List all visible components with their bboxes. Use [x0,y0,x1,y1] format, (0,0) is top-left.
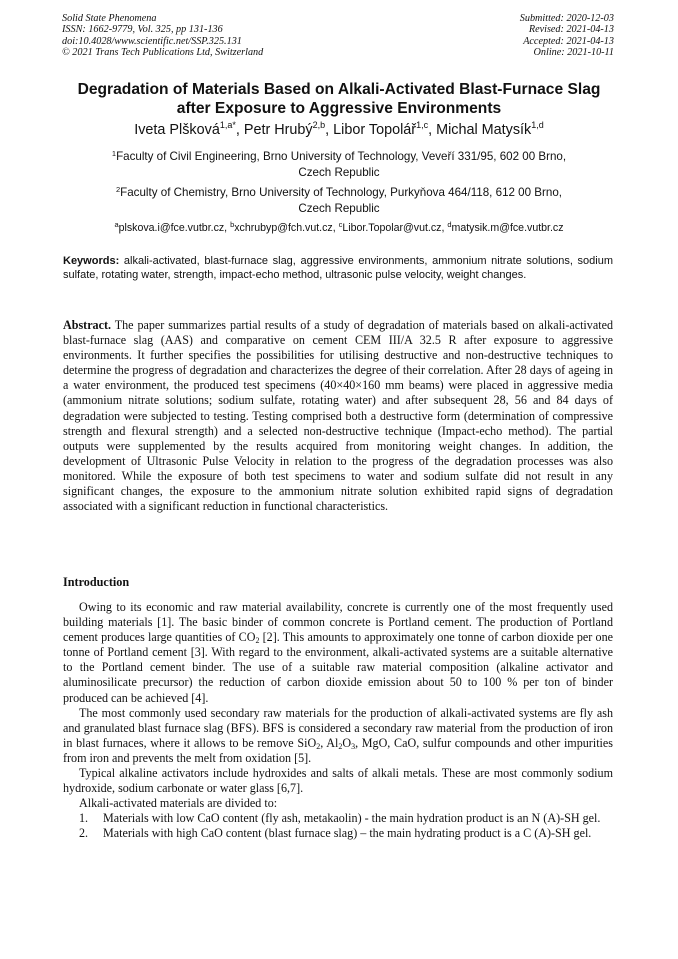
author-separator: , [325,122,334,138]
numbered-list [63,811,613,841]
author-separator: , [428,122,437,138]
introduction-body [63,600,613,842]
keywords-section [63,254,613,282]
author-name: Petr Hrubý [243,122,313,138]
affiliation-line: Faculty of Civil Engineering, Brno University of Technology, Veveří 331/95, 602 00 Brno, [116,150,567,163]
subscript: 2 [338,741,343,751]
author-name: Iveta Plšková [134,122,220,138]
paragraph-text: [2]. This amounts to approximately one tonne of carbon dioxide per one tonne of Portland cement [3]. With regard to the environment, alkali-activated systems are a suitable alternative to the Portland cement binder. The use of a suitable raw material composition (alkaline activator and aluminosilicate precursor) the reduction of carbon dioxide emission about 50 to 100 % per ton of binder produced can be achieved [4]. [63,630,613,705]
list-number: 2. [79,826,89,841]
affiliation-superscript: 2 [115,185,121,194]
author-separator: , [235,122,244,138]
author-list [20,121,658,139]
journal-info [62,13,263,59]
journal-copyright: © 2021 Trans Tech Publications Ltd, Switzerland [62,47,264,59]
email-list [30,221,648,235]
list-text: Materials with low CaO content (fly ash, metakaolin) - the main hydration product is an N (A)-SH gel. [103,811,601,826]
affiliation-superscript: 1 [111,149,117,158]
author-superscript: 2,b [312,120,326,130]
date-online: Online: 2021-10-11 [533,47,614,59]
keywords-label: Keywords: [63,255,120,267]
abstract-text: The paper summarizes partial results of a study of degradation of materials based on alkali-activated blast-furnace slag (AAS) and comparative on cement CEM III/A 32.5 R after exposure to aggressive environments. It further specifies the possibilities for utilising destructive and non-destructive techniques to determine the progress of degradation and characterizes the degree of their correlation. After 28 days of ageing in a water environment, the produced test specimens (40×40×160 mm beams) were placed in aggressive media (ammonium nitrate solutions; sodium sulfate, rotating water) and after subsequent 28, 56 and 84 days of degradation were subjected to testing. Testing comprised both a destructive form (determination of compressive strength and flexural strength) and a selected non-destructive technique (Impact-echo method). The partial outputs were supplemented by the results acquired from monitoring weight changes. In addition, the development of Ultrasonic Pulse Velocity in relation to the progress of the degradation processes was also monitored. While the exposure of both test specimens to water and sodium sulfate did not result in any significant changes, the exposure to the ammonium nitrate solution exhibited rapid signs of degradation associated with a significant reduction in functional characteristics. [63,318,613,514]
author-name: Libor Topolář [333,122,417,138]
list-number: 1. [79,811,89,826]
author-superscript: 1,d [531,120,544,130]
paragraph [63,706,613,766]
paragraph-text: O [342,735,352,750]
paragraph-text: , MgO, CaO, sulfur compounds and other impurities from iron and prevents the melt from oxidation [5]. [63,735,613,765]
affiliation-line: Czech Republic [298,202,380,215]
email-superscript: c [338,220,343,229]
email-link[interactable]: plskova.i@fce.vutbr.cz, [118,222,231,234]
paragraph: Alkali-activated materials are divided to: [79,796,278,811]
affiliation-line: Faculty of Chemistry, Brno University of Technology, Purkyňova 464/118, 612 00 Brno, [120,186,563,199]
email-superscript: b [230,220,235,229]
author-name: Michal Matysík [436,122,532,138]
email-link[interactable]: xchrubyp@fch.vut.cz, [234,222,339,234]
subscript: 2 [316,741,321,751]
list-text: Materials with high CaO content (blast furnace slag) – the main hydrating product is a C (A)-SH gel. [103,826,592,841]
date-revised: Revised: 2021-04-13 [528,24,614,36]
subscript: 2 [255,636,260,646]
subscript: 3 [351,741,356,751]
paragraph-text: The most commonly used secondary raw materials for the production of alkali-activated systems are fly ash and granulated blast furnace slag (BFS). BFS is considered a secondary raw material from the production of iron in blast furnaces, where it allows to be remove SiO [63,705,613,750]
journal-name: Solid State Phenomena [62,13,157,24]
email-link[interactable]: Libor.Topolar@vut.cz, [342,222,448,234]
paragraph-text: Owing to its economic and raw material availability, concrete is currently one of the most frequently used building materials [1]. The basic binder of common concrete is Portland cement. The production of Portland cement produces large quantities of CO [63,600,613,645]
keywords-text: alkali-activated, blast-furnace slag, aggressive environments, ammonium nitrate solutions, sodium sulfate, rotating water, strength, impact-echo method, ultrasonic pulse velocity, weight changes. [63,255,613,282]
email-link[interactable]: matysik.m@fce.vutbr.cz [451,222,564,234]
list-item [63,811,613,826]
affiliation-1 [40,149,638,181]
paragraph-text: , Al [320,735,339,750]
paragraph [63,600,613,706]
affiliation-2 [40,185,638,217]
title-line-2: after Exposure to Aggressive Environments [176,100,502,117]
email-superscript: d [447,220,452,229]
affiliation-line: Czech Republic [298,166,380,179]
author-superscript: 1,c [416,120,429,130]
paper-title [40,80,638,118]
abstract-section [63,318,613,514]
author-superscript: 1,a* [219,120,236,130]
journal-doi: doi:10.4028/www.scientific.net/SSP.325.131 [62,35,242,47]
date-submitted: Submitted: 2020-12-03 [519,13,614,24]
section-heading: Introduction [63,575,130,589]
submission-dates [520,13,614,59]
list-item [63,826,613,841]
email-superscript: a [114,220,119,229]
abstract-label: Abstract. [63,318,112,332]
title-line-1: Degradation of Materials Based on Alkali-Activated Blast-Furnace Slag [77,81,601,98]
date-accepted: Accepted: 2021-04-13 [523,35,614,47]
paragraph: Typical alkaline activators include hydroxides and salts of alkali metals. These are most commonly sodium hydroxide, sodium carbonate or water glass [6,7]. [63,766,613,796]
journal-issn: ISSN: 1662-9779, Vol. 325, pp 131-136 [62,24,223,36]
